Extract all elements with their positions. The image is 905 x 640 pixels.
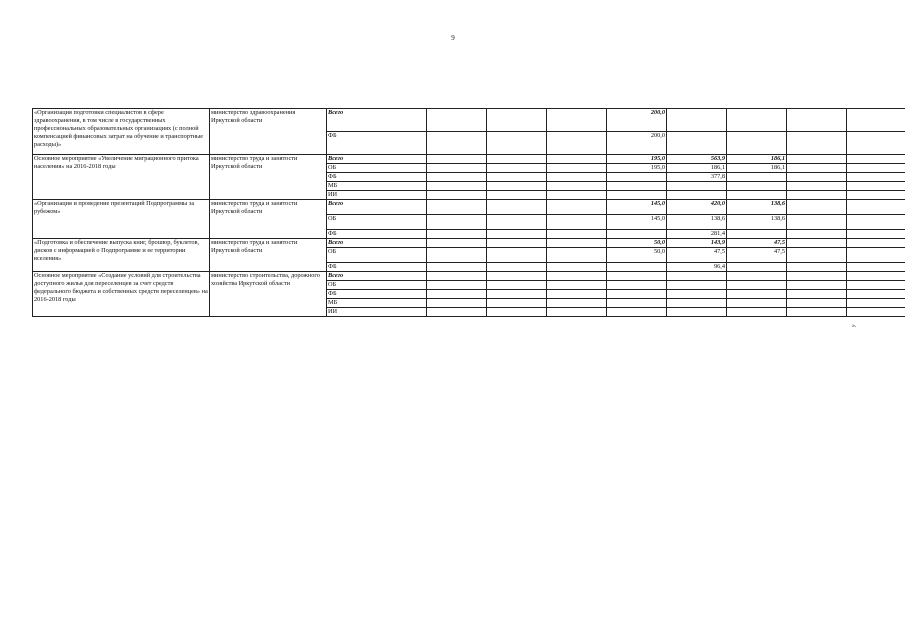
funding-source-cell: ФБ <box>327 132 427 155</box>
funding-source-cell: ОБ <box>327 215 427 230</box>
value-cell: 200,0 <box>607 132 667 155</box>
value-cell <box>787 200 847 215</box>
value-cell <box>487 299 547 308</box>
value-cell <box>487 308 547 317</box>
value-cell <box>607 173 667 182</box>
value-cell <box>547 132 607 155</box>
value-cell <box>427 132 487 155</box>
value-cell: 420,0 <box>667 200 727 215</box>
executor-cell: министерство строительства, дорожного хозяйства Иркутской области <box>210 272 327 317</box>
value-cell <box>427 173 487 182</box>
value-cell <box>727 191 787 200</box>
value-cell <box>487 200 547 215</box>
funding-source-cell: ФБ <box>327 173 427 182</box>
value-cell <box>727 272 787 281</box>
value-cell <box>727 281 787 290</box>
value-cell <box>607 281 667 290</box>
value-cell <box>787 239 847 248</box>
value-cell <box>547 248 607 263</box>
value-cell <box>787 272 847 281</box>
value-cell <box>487 155 547 164</box>
funding-source-cell: МБ <box>327 299 427 308</box>
value-cell: 50,0 <box>607 239 667 248</box>
funding-source-cell: ИИ <box>327 191 427 200</box>
value-cell <box>787 230 847 239</box>
trailing-mark: ». <box>852 323 857 329</box>
value-cell: 563,9 <box>667 155 727 164</box>
value-cell <box>847 248 905 263</box>
funding-source-cell: ОБ <box>327 164 427 173</box>
value-cell <box>607 308 667 317</box>
value-cell <box>607 272 667 281</box>
value-cell <box>487 164 547 173</box>
executor-cell: министерство здравоохранения Иркутской области <box>210 109 327 155</box>
value-cell <box>787 299 847 308</box>
funding-source-cell: Всего <box>327 109 427 132</box>
value-cell: 195,0 <box>607 155 667 164</box>
measure-name-cell: «Подготовка и обеспечение выпуска книг, брошюр, буклетов, дисков с информацией о Подпрограмме и ее территории вселения» <box>33 239 210 272</box>
value-cell <box>547 272 607 281</box>
value-cell <box>427 182 487 191</box>
value-cell: 145,0 <box>607 215 667 230</box>
value-cell <box>427 230 487 239</box>
value-cell <box>487 290 547 299</box>
value-cell <box>787 308 847 317</box>
value-cell <box>427 281 487 290</box>
funding-source-cell: ОБ <box>327 281 427 290</box>
executor-cell: министерство труда и занятости Иркутской области <box>210 200 327 239</box>
value-cell <box>487 215 547 230</box>
funding-source-cell: МБ <box>327 182 427 191</box>
value-cell <box>487 173 547 182</box>
value-cell <box>727 299 787 308</box>
value-cell <box>847 173 905 182</box>
measure-name-cell: «Организация подготовки специалистов в сфере здравоохранения, в том числе в государственных профессиональных образовательных организациях (с полной компенсацией финансовых затрат на обучение и транспортные расходы)» <box>33 109 210 155</box>
value-cell <box>847 132 905 155</box>
value-cell <box>787 290 847 299</box>
value-cell <box>547 200 607 215</box>
funding-source-cell: Всего <box>327 155 427 164</box>
value-cell <box>547 290 607 299</box>
value-cell <box>667 109 727 132</box>
value-cell <box>667 290 727 299</box>
value-cell <box>607 290 667 299</box>
value-cell <box>667 132 727 155</box>
value-cell <box>727 173 787 182</box>
value-cell <box>607 263 667 272</box>
value-cell <box>847 308 905 317</box>
value-cell <box>847 155 905 164</box>
value-cell <box>847 272 905 281</box>
value-cell <box>427 272 487 281</box>
value-cell <box>487 132 547 155</box>
value-cell <box>487 109 547 132</box>
value-cell <box>547 109 607 132</box>
funding-source-cell: Всего <box>327 200 427 215</box>
value-cell <box>787 281 847 290</box>
funding-source-cell: ОБ <box>327 248 427 263</box>
value-cell <box>847 182 905 191</box>
value-cell <box>547 230 607 239</box>
value-cell <box>787 191 847 200</box>
value-cell: 377,8 <box>667 173 727 182</box>
value-cell: 186,1 <box>667 164 727 173</box>
value-cell <box>487 230 547 239</box>
value-cell: 47,5 <box>727 248 787 263</box>
value-cell <box>727 230 787 239</box>
table-row <box>33 155 905 164</box>
value-cell <box>787 182 847 191</box>
value-cell <box>727 109 787 132</box>
value-cell: 47,5 <box>667 248 727 263</box>
value-cell <box>427 200 487 215</box>
value-cell <box>787 132 847 155</box>
measure-name-cell: Основное мероприятие «Увеличение миграционного притока населения» на 2016-2018 годы <box>33 155 210 200</box>
value-cell <box>727 308 787 317</box>
value-cell <box>427 290 487 299</box>
value-cell <box>427 308 487 317</box>
value-cell: 186,1 <box>727 155 787 164</box>
value-cell <box>547 164 607 173</box>
value-cell: 96,4 <box>667 263 727 272</box>
value-cell <box>847 200 905 215</box>
value-cell: 186,1 <box>727 164 787 173</box>
value-cell <box>847 230 905 239</box>
value-cell <box>547 215 607 230</box>
value-cell <box>427 263 487 272</box>
value-cell <box>547 239 607 248</box>
value-cell: 195,0 <box>607 164 667 173</box>
value-cell <box>847 263 905 272</box>
value-cell <box>547 182 607 191</box>
value-cell <box>787 155 847 164</box>
value-cell: 50,0 <box>607 248 667 263</box>
value-cell <box>427 215 487 230</box>
value-cell <box>727 132 787 155</box>
executor-cell: министерство труда и занятости Иркутской области <box>210 155 327 200</box>
value-cell <box>727 263 787 272</box>
value-cell <box>427 299 487 308</box>
value-cell <box>667 272 727 281</box>
value-cell <box>547 299 607 308</box>
value-cell <box>787 109 847 132</box>
value-cell: 145,0 <box>607 200 667 215</box>
funding-source-cell: Всего <box>327 239 427 248</box>
funding-source-cell: ФБ <box>327 290 427 299</box>
funding-source-cell: ИИ <box>327 308 427 317</box>
value-cell <box>427 191 487 200</box>
funding-source-cell: Всего <box>327 272 427 281</box>
value-cell <box>487 191 547 200</box>
value-cell <box>787 248 847 263</box>
value-cell <box>427 248 487 263</box>
value-cell <box>547 281 607 290</box>
table-row <box>33 272 905 281</box>
value-cell <box>847 290 905 299</box>
value-cell <box>487 272 547 281</box>
budget-table <box>32 108 905 317</box>
value-cell <box>607 191 667 200</box>
value-cell <box>427 155 487 164</box>
value-cell <box>607 230 667 239</box>
value-cell <box>667 281 727 290</box>
value-cell <box>427 164 487 173</box>
measure-name-cell: «Организация и проведение презентаций Подпрограммы за рубежом» <box>33 200 210 239</box>
value-cell: 281,4 <box>667 230 727 239</box>
value-cell <box>787 173 847 182</box>
value-cell <box>427 239 487 248</box>
funding-source-cell: ФБ <box>327 230 427 239</box>
value-cell: 138,6 <box>667 215 727 230</box>
table-row <box>33 109 905 132</box>
value-cell <box>727 182 787 191</box>
value-cell: 143,9 <box>667 239 727 248</box>
value-cell <box>607 299 667 308</box>
value-cell: 47,5 <box>727 239 787 248</box>
value-cell <box>847 191 905 200</box>
value-cell <box>487 239 547 248</box>
value-cell: 200,0 <box>607 109 667 132</box>
value-cell <box>667 191 727 200</box>
table-row <box>33 239 905 248</box>
value-cell <box>787 164 847 173</box>
value-cell: 138,6 <box>727 215 787 230</box>
value-cell <box>847 109 905 132</box>
value-cell: 138,6 <box>727 200 787 215</box>
value-cell <box>847 164 905 173</box>
value-cell <box>547 308 607 317</box>
value-cell <box>667 299 727 308</box>
value-cell <box>787 263 847 272</box>
value-cell <box>847 215 905 230</box>
value-cell <box>487 248 547 263</box>
funding-source-cell: ФБ <box>327 263 427 272</box>
value-cell <box>847 299 905 308</box>
page-number: 9 <box>451 34 455 42</box>
value-cell <box>847 281 905 290</box>
value-cell <box>547 155 607 164</box>
value-cell <box>727 290 787 299</box>
measure-name-cell: Основное мероприятие «Создание условий для строительства доступного жилья для переселенцев за счет средств федерального бюджета и собственных средств переселенцев» на 2016-2018 годы <box>33 272 210 317</box>
value-cell <box>487 263 547 272</box>
value-cell <box>487 281 547 290</box>
value-cell <box>487 182 547 191</box>
value-cell <box>667 308 727 317</box>
value-cell <box>607 182 667 191</box>
value-cell <box>547 263 607 272</box>
value-cell <box>547 191 607 200</box>
value-cell <box>847 239 905 248</box>
executor-cell: министерство труда и занятости Иркутской области <box>210 239 327 272</box>
value-cell <box>787 215 847 230</box>
value-cell <box>667 182 727 191</box>
value-cell <box>547 173 607 182</box>
value-cell <box>427 109 487 132</box>
table-row <box>33 200 905 215</box>
